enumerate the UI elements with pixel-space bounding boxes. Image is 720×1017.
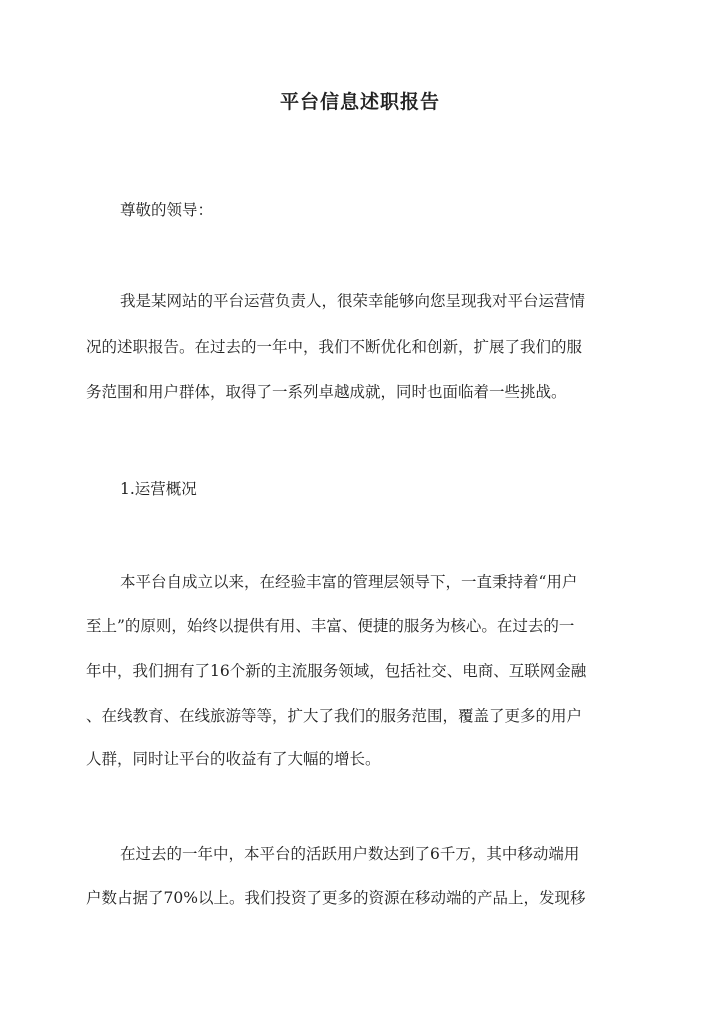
paragraph-2-line-3: 年中，我们拥有了16个新的主流服务领域，包括社交、电商、互联网金融 — [86, 662, 587, 680]
paragraph-1-line-3: 务范围和用户群体，取得了一系列卓越成就，同时也面临着一些挑战。 — [86, 383, 567, 401]
paragraph-3-line-2: 户数占据了70%以上。我们投资了更多的资源在移动端的产品上，发现移 — [86, 889, 586, 907]
salutation: 尊敬的领导： — [120, 201, 214, 219]
paragraph-2-line-5: 人群，同时让平台的收益有了大幅的增长。 — [86, 750, 381, 768]
paragraph-1-line-1: 我是某网站的平台运营负责人，很荣幸能够向您呈现我对平台运营情 — [120, 292, 586, 310]
document-title: 平台信息述职报告 — [279, 91, 440, 113]
paragraph-2-line-1: 本平台自成立以来，在经验丰富的管理层领导下，一直秉持着“用户 — [120, 573, 578, 591]
paragraph-1-line-2: 况的述职报告。在过去的一年中，我们不断优化和创新，扩展了我们的服 — [86, 338, 583, 356]
paragraph-3-line-1: 在过去的一年中，本平台的活跃用户数达到了6千万，其中移动端用 — [120, 845, 580, 863]
section-heading-operations-overview: 1.运营概况 — [120, 480, 197, 498]
paragraph-2-line-2: 至上”的原则，始终以提供有用、丰富、便捷的服务为核心。在过去的一 — [86, 617, 575, 635]
paragraph-2-line-4: 、在线教育、在线旅游等等，扩大了我们的服务范围，覆盖了更多的用户 — [86, 707, 583, 725]
